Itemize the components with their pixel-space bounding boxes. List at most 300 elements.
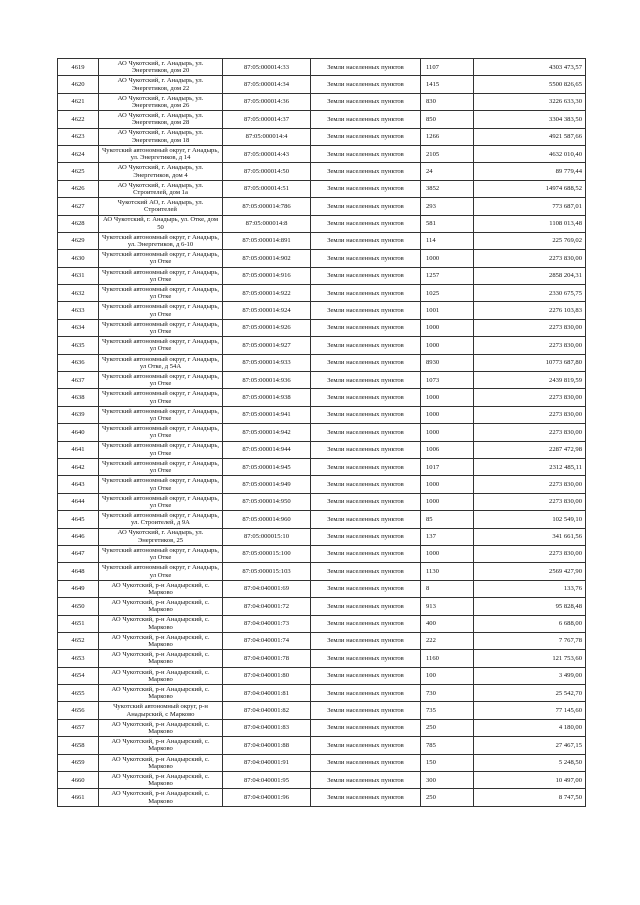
address-cell: Чукотский автономный округ, г Анадырь, ул Отке bbox=[99, 319, 223, 336]
cadastral-number-cell: 87:05:000014:942 bbox=[223, 424, 311, 441]
area-cell: 24 bbox=[421, 163, 474, 180]
cadastral-value-cell: 341 661,56 bbox=[474, 528, 586, 545]
area-cell: 1257 bbox=[421, 267, 474, 284]
table-row bbox=[58, 493, 586, 510]
area-cell: 222 bbox=[421, 632, 474, 649]
cadastral-number-cell: 87:05:000014:960 bbox=[223, 511, 311, 528]
row-number: 4661 bbox=[58, 789, 99, 806]
cadastral-value-cell: 2273 830,00 bbox=[474, 337, 586, 354]
cadastral-value-cell: 2276 103,83 bbox=[474, 302, 586, 319]
cadastral-value-cell: 1108 013,48 bbox=[474, 215, 586, 232]
address-cell: Чукотский автономный округ, г Анадырь, ул Отке bbox=[99, 250, 223, 267]
address-cell: АО Чукотский, р-н Анадырский, с. Марково bbox=[99, 598, 223, 615]
table-row bbox=[58, 302, 586, 319]
cadastral-value-cell: 3 499,00 bbox=[474, 667, 586, 684]
land-category-cell: Земли населенных пунктов bbox=[311, 632, 421, 649]
area-cell: 1025 bbox=[421, 285, 474, 302]
row-number: 4628 bbox=[58, 215, 99, 232]
address-cell: АО Чукотский, р-н Анадырский, с. Марково bbox=[99, 580, 223, 597]
land-category-cell: Земли населенных пунктов bbox=[311, 493, 421, 510]
row-number: 4640 bbox=[58, 424, 99, 441]
land-category-cell: Земли населенных пунктов bbox=[311, 424, 421, 441]
address-cell: АО Чукотский, р-н Анадырский, с. Марково bbox=[99, 789, 223, 806]
land-category-cell: Земли населенных пунктов bbox=[311, 59, 421, 76]
row-number: 4647 bbox=[58, 545, 99, 562]
table-row bbox=[58, 598, 586, 615]
table-row bbox=[58, 215, 586, 232]
row-number: 4649 bbox=[58, 580, 99, 597]
area-cell: 1266 bbox=[421, 128, 474, 145]
cadastral-value-cell: 2273 830,00 bbox=[474, 250, 586, 267]
cadastral-value-cell: 4303 473,57 bbox=[474, 59, 586, 76]
land-category-cell: Земли населенных пунктов bbox=[311, 93, 421, 110]
table-row bbox=[58, 232, 586, 249]
address-cell: Чукотский автономный округ, г Анадырь, ул. Энергетиков, д 14 bbox=[99, 145, 223, 162]
land-category-cell: Земли населенных пунктов bbox=[311, 458, 421, 475]
area-cell: 8930 bbox=[421, 354, 474, 371]
cadastral-value-cell: 4632 010,40 bbox=[474, 145, 586, 162]
cadastral-value-cell: 6 688,00 bbox=[474, 615, 586, 632]
cadastral-number-cell: 87:05:000014:926 bbox=[223, 319, 311, 336]
area-cell: 100 bbox=[421, 667, 474, 684]
cadastral-value-cell: 2330 675,75 bbox=[474, 285, 586, 302]
area-cell: 581 bbox=[421, 215, 474, 232]
row-number: 4635 bbox=[58, 337, 99, 354]
cadastral-value-cell: 4921 587,66 bbox=[474, 128, 586, 145]
cadastral-value-cell: 2273 830,00 bbox=[474, 424, 586, 441]
area-cell: 1160 bbox=[421, 650, 474, 667]
table-row bbox=[58, 93, 586, 110]
cadastral-number-cell: 87:05:000014:924 bbox=[223, 302, 311, 319]
cadastral-number-cell: 87:05:000014:34 bbox=[223, 76, 311, 93]
row-number: 4626 bbox=[58, 180, 99, 197]
row-number: 4624 bbox=[58, 145, 99, 162]
cadastral-value-cell: 25 542,70 bbox=[474, 685, 586, 702]
address-cell: Чукотский автономный округ, г Анадырь, ул Отке bbox=[99, 406, 223, 423]
address-cell: Чукотский автономный округ, г Анадырь, ул. Строителей, д 9А bbox=[99, 511, 223, 528]
row-number: 4644 bbox=[58, 493, 99, 510]
cadastral-value-cell: 773 687,01 bbox=[474, 198, 586, 215]
land-category-cell: Земли населенных пунктов bbox=[311, 76, 421, 93]
cadastral-number-cell: 87:05:000014:916 bbox=[223, 267, 311, 284]
address-cell: АО Чукотский, г. Анадырь, ул. Энергетиков, дом 18 bbox=[99, 128, 223, 145]
cadastral-value-cell: 133,76 bbox=[474, 580, 586, 597]
cadastral-number-cell: 87:05:000014:927 bbox=[223, 337, 311, 354]
table-row bbox=[58, 667, 586, 684]
area-cell: 250 bbox=[421, 719, 474, 736]
area-cell: 250 bbox=[421, 789, 474, 806]
cadastral-value-cell: 2273 830,00 bbox=[474, 406, 586, 423]
area-cell: 730 bbox=[421, 685, 474, 702]
address-cell: Чукотский автономный округ, г Анадырь, ул Отке, д 54А bbox=[99, 354, 223, 371]
area-cell: 1006 bbox=[421, 441, 474, 458]
table-row bbox=[58, 650, 586, 667]
table-row bbox=[58, 580, 586, 597]
area-cell: 1000 bbox=[421, 337, 474, 354]
area-cell: 1017 bbox=[421, 458, 474, 475]
cadastral-value-cell: 2273 830,00 bbox=[474, 319, 586, 336]
table-row bbox=[58, 337, 586, 354]
area-cell: 735 bbox=[421, 702, 474, 719]
row-number: 4650 bbox=[58, 598, 99, 615]
land-category-cell: Земли населенных пунктов bbox=[311, 163, 421, 180]
document-page bbox=[57, 58, 585, 807]
address-cell: АО Чукотский, р-н Анадырский, с. Марково bbox=[99, 719, 223, 736]
cadastral-number-cell: 87:04:040001:69 bbox=[223, 580, 311, 597]
land-category-cell: Земли населенных пунктов bbox=[311, 215, 421, 232]
row-number: 4634 bbox=[58, 319, 99, 336]
area-cell: 913 bbox=[421, 598, 474, 615]
cadastral-number-cell: 87:04:040001:96 bbox=[223, 789, 311, 806]
table-row bbox=[58, 789, 586, 806]
cadastral-number-cell: 87:04:040001:88 bbox=[223, 737, 311, 754]
table-row bbox=[58, 441, 586, 458]
land-category-cell: Земли населенных пунктов bbox=[311, 406, 421, 423]
table-row bbox=[58, 372, 586, 389]
table-row bbox=[58, 458, 586, 475]
area-cell: 300 bbox=[421, 772, 474, 789]
address-cell: АО Чукотский, г. Анадырь, ул. Энергетиков, дом 26 bbox=[99, 93, 223, 110]
cadastral-value-cell: 89 779,44 bbox=[474, 163, 586, 180]
row-number: 4632 bbox=[58, 285, 99, 302]
cadastral-value-cell: 225 769,02 bbox=[474, 232, 586, 249]
address-cell: АО Чукотский, г. Анадырь, ул. Энергетиков, дом 22 bbox=[99, 76, 223, 93]
area-cell: 1130 bbox=[421, 563, 474, 580]
land-category-cell: Земли населенных пунктов bbox=[311, 285, 421, 302]
cadastral-number-cell: 87:05:000014:949 bbox=[223, 476, 311, 493]
address-cell: Чукотский автономный округ, г Анадырь, ул Отке bbox=[99, 441, 223, 458]
row-number: 4630 bbox=[58, 250, 99, 267]
area-cell: 400 bbox=[421, 615, 474, 632]
address-cell: Чукотский автономный округ, г Анадырь, ул Отке bbox=[99, 493, 223, 510]
cadastral-number-cell: 87:04:040001:82 bbox=[223, 702, 311, 719]
area-cell: 3852 bbox=[421, 180, 474, 197]
address-cell: АО Чукотский, г. Анадырь, ул. Отке, дом 50 bbox=[99, 215, 223, 232]
row-number: 4657 bbox=[58, 719, 99, 736]
row-number: 4621 bbox=[58, 93, 99, 110]
land-category-cell: Земли населенных пунктов bbox=[311, 267, 421, 284]
area-cell: 785 bbox=[421, 737, 474, 754]
address-cell: Чукотский АО, г. Анадырь, ул. Строителей bbox=[99, 198, 223, 215]
cadastral-value-cell: 2287 472,98 bbox=[474, 441, 586, 458]
area-cell: 1000 bbox=[421, 424, 474, 441]
cadastral-value-cell: 102 549,10 bbox=[474, 511, 586, 528]
table-row bbox=[58, 354, 586, 371]
address-cell: АО Чукотский, г. Анадырь, ул. Энергетиков, дом 28 bbox=[99, 111, 223, 128]
land-category-cell: Земли населенных пунктов bbox=[311, 302, 421, 319]
address-cell: Чукотский автономный округ, р-н Анадырский, с Марково bbox=[99, 702, 223, 719]
land-category-cell: Земли населенных пунктов bbox=[311, 615, 421, 632]
land-category-cell: Земли населенных пунктов bbox=[311, 528, 421, 545]
land-category-cell: Земли населенных пунктов bbox=[311, 337, 421, 354]
land-category-cell: Земли населенных пунктов bbox=[311, 389, 421, 406]
cadastral-number-cell: 87:05:000014:33 bbox=[223, 59, 311, 76]
area-cell: 8 bbox=[421, 580, 474, 597]
land-category-cell: Земли населенных пунктов bbox=[311, 563, 421, 580]
land-category-cell: Земли населенных пунктов bbox=[311, 789, 421, 806]
cadastral-value-cell: 5 248,50 bbox=[474, 754, 586, 771]
area-cell: 830 bbox=[421, 93, 474, 110]
cadastral-number-cell: 87:04:040001:78 bbox=[223, 650, 311, 667]
table-row bbox=[58, 772, 586, 789]
cadastral-value-cell: 2858 204,31 bbox=[474, 267, 586, 284]
cadastral-number-cell: 87:05:000014:902 bbox=[223, 250, 311, 267]
cadastral-number-cell: 87:05:000014:938 bbox=[223, 389, 311, 406]
cadastral-number-cell: 87:04:040001:83 bbox=[223, 719, 311, 736]
cadastral-number-cell: 87:05:000014:933 bbox=[223, 354, 311, 371]
row-number: 4648 bbox=[58, 563, 99, 580]
cadastral-number-cell: 87:05:000014:4 bbox=[223, 128, 311, 145]
row-number: 4641 bbox=[58, 441, 99, 458]
area-cell: 1000 bbox=[421, 545, 474, 562]
row-number: 4623 bbox=[58, 128, 99, 145]
table-row bbox=[58, 632, 586, 649]
table-row bbox=[58, 545, 586, 562]
area-cell: 1000 bbox=[421, 476, 474, 493]
land-category-cell: Земли населенных пунктов bbox=[311, 598, 421, 615]
cadastral-value-cell: 95 828,48 bbox=[474, 598, 586, 615]
land-category-cell: Земли населенных пунктов bbox=[311, 180, 421, 197]
address-cell: Чукотский автономный округ, г Анадырь, ул Отке bbox=[99, 372, 223, 389]
area-cell: 850 bbox=[421, 111, 474, 128]
cadastral-value-cell: 77 145,60 bbox=[474, 702, 586, 719]
area-cell: 1000 bbox=[421, 319, 474, 336]
cadastral-value-cell: 121 753,60 bbox=[474, 650, 586, 667]
table-row bbox=[58, 198, 586, 215]
address-cell: Чукотский автономный округ, г Анадырь, ул Отке bbox=[99, 563, 223, 580]
area-cell: 1001 bbox=[421, 302, 474, 319]
cadastral-value-cell: 2273 830,00 bbox=[474, 545, 586, 562]
row-number: 4655 bbox=[58, 685, 99, 702]
table-row bbox=[58, 180, 586, 197]
land-category-cell: Земли населенных пунктов bbox=[311, 111, 421, 128]
address-cell: АО Чукотский, р-н Анадырский, с. Марково bbox=[99, 772, 223, 789]
area-cell: 1107 bbox=[421, 59, 474, 76]
table-row bbox=[58, 319, 586, 336]
cadastral-number-cell: 87:05:000014:936 bbox=[223, 372, 311, 389]
cadastral-value-cell: 10773 687,80 bbox=[474, 354, 586, 371]
row-number: 4620 bbox=[58, 76, 99, 93]
cadastral-number-cell: 87:05:000014:922 bbox=[223, 285, 311, 302]
area-cell: 150 bbox=[421, 754, 474, 771]
cadastral-number-cell: 87:05:000014:944 bbox=[223, 441, 311, 458]
table-row bbox=[58, 145, 586, 162]
area-cell: 114 bbox=[421, 232, 474, 249]
cadastral-number-cell: 87:05:000015:100 bbox=[223, 545, 311, 562]
row-number: 4631 bbox=[58, 267, 99, 284]
cadastral-number-cell: 87:05:000015:103 bbox=[223, 563, 311, 580]
land-category-cell: Земли населенных пунктов bbox=[311, 511, 421, 528]
land-plots-table bbox=[57, 58, 586, 807]
land-category-cell: Земли населенных пунктов bbox=[311, 476, 421, 493]
row-number: 4643 bbox=[58, 476, 99, 493]
area-cell: 293 bbox=[421, 198, 474, 215]
row-number: 4660 bbox=[58, 772, 99, 789]
land-category-cell: Земли населенных пунктов bbox=[311, 737, 421, 754]
land-category-cell: Земли населенных пунктов bbox=[311, 667, 421, 684]
address-cell: Чукотский автономный округ, г Анадырь, ул Отке bbox=[99, 389, 223, 406]
address-cell: АО Чукотский, р-н Анадырский, с. Марково bbox=[99, 632, 223, 649]
address-cell: АО Чукотский, г. Анадырь, ул. Энергетиков, дом 4 bbox=[99, 163, 223, 180]
table-row bbox=[58, 615, 586, 632]
table-row bbox=[58, 389, 586, 406]
cadastral-value-cell: 8 747,50 bbox=[474, 789, 586, 806]
land-category-cell: Земли населенных пунктов bbox=[311, 354, 421, 371]
table-row bbox=[58, 267, 586, 284]
cadastral-value-cell: 2273 830,00 bbox=[474, 476, 586, 493]
cadastral-number-cell: 87:05:000014:945 bbox=[223, 458, 311, 475]
cadastral-number-cell: 87:05:000014:950 bbox=[223, 493, 311, 510]
land-category-cell: Земли населенных пунктов bbox=[311, 145, 421, 162]
table-row bbox=[58, 702, 586, 719]
row-number: 4656 bbox=[58, 702, 99, 719]
cadastral-number-cell: 87:05:000014:891 bbox=[223, 232, 311, 249]
address-cell: АО Чукотский, г. Анадырь, ул. Энергетиков, 25 bbox=[99, 528, 223, 545]
address-cell: АО Чукотский, г. Анадырь, ул. Энергетиков, дом 20 bbox=[99, 59, 223, 76]
land-category-cell: Земли населенных пунктов bbox=[311, 372, 421, 389]
cadastral-value-cell: 2273 830,00 bbox=[474, 389, 586, 406]
cadastral-value-cell: 10 497,00 bbox=[474, 772, 586, 789]
land-category-cell: Земли населенных пунктов bbox=[311, 772, 421, 789]
area-cell: 85 bbox=[421, 511, 474, 528]
cadastral-number-cell: 87:05:000014:36 bbox=[223, 93, 311, 110]
cadastral-value-cell: 3226 633,30 bbox=[474, 93, 586, 110]
table-row bbox=[58, 76, 586, 93]
row-number: 4642 bbox=[58, 458, 99, 475]
cadastral-number-cell: 87:04:040001:72 bbox=[223, 598, 311, 615]
table-row bbox=[58, 250, 586, 267]
land-category-cell: Земли населенных пунктов bbox=[311, 580, 421, 597]
table-row bbox=[58, 59, 586, 76]
land-category-cell: Земли населенных пунктов bbox=[311, 719, 421, 736]
area-cell: 1000 bbox=[421, 406, 474, 423]
address-cell: АО Чукотский, р-н Анадырский, с. Марково bbox=[99, 667, 223, 684]
cadastral-number-cell: 87:05:000014:8 bbox=[223, 215, 311, 232]
address-cell: АО Чукотский, р-н Анадырский, с. Марково bbox=[99, 650, 223, 667]
area-cell: 137 bbox=[421, 528, 474, 545]
land-category-cell: Земли населенных пунктов bbox=[311, 319, 421, 336]
area-cell: 1000 bbox=[421, 493, 474, 510]
table-row bbox=[58, 128, 586, 145]
row-number: 4636 bbox=[58, 354, 99, 371]
cadastral-value-cell: 27 467,15 bbox=[474, 737, 586, 754]
cadastral-value-cell: 2439 819,59 bbox=[474, 372, 586, 389]
table-row bbox=[58, 163, 586, 180]
table-row bbox=[58, 737, 586, 754]
cadastral-number-cell: 87:05:000014:786 bbox=[223, 198, 311, 215]
row-number: 4629 bbox=[58, 232, 99, 249]
row-number: 4619 bbox=[58, 59, 99, 76]
land-category-cell: Земли населенных пунктов bbox=[311, 441, 421, 458]
address-cell: Чукотский автономный округ, г Анадырь, ул Отке bbox=[99, 302, 223, 319]
land-category-cell: Земли населенных пунктов bbox=[311, 702, 421, 719]
cadastral-number-cell: 87:04:040001:73 bbox=[223, 615, 311, 632]
cadastral-number-cell: 87:04:040001:81 bbox=[223, 685, 311, 702]
area-cell: 1000 bbox=[421, 389, 474, 406]
land-category-cell: Земли населенных пунктов bbox=[311, 128, 421, 145]
table-row bbox=[58, 528, 586, 545]
cadastral-number-cell: 87:05:000014:51 bbox=[223, 180, 311, 197]
cadastral-number-cell: 87:04:040001:91 bbox=[223, 754, 311, 771]
land-category-cell: Земли населенных пунктов bbox=[311, 232, 421, 249]
table-row bbox=[58, 563, 586, 580]
cadastral-value-cell: 14974 688,52 bbox=[474, 180, 586, 197]
address-cell: АО Чукотский, р-н Анадырский, с. Марково bbox=[99, 685, 223, 702]
address-cell: Чукотский автономный округ, г Анадырь, ул Отке bbox=[99, 267, 223, 284]
cadastral-value-cell: 2569 427,90 bbox=[474, 563, 586, 580]
address-cell: АО Чукотский, г. Анадырь, ул. Строителей, дом 1а bbox=[99, 180, 223, 197]
table-row bbox=[58, 285, 586, 302]
address-cell: Чукотский автономный округ, г Анадырь, ул Отке bbox=[99, 458, 223, 475]
table-row bbox=[58, 406, 586, 423]
row-number: 4654 bbox=[58, 667, 99, 684]
address-cell: АО Чукотский, р-н Анадырский, с. Марково bbox=[99, 754, 223, 771]
row-number: 4658 bbox=[58, 737, 99, 754]
land-category-cell: Земли населенных пунктов bbox=[311, 545, 421, 562]
row-number: 4625 bbox=[58, 163, 99, 180]
row-number: 4638 bbox=[58, 389, 99, 406]
cadastral-number-cell: 87:05:000014:43 bbox=[223, 145, 311, 162]
land-category-cell: Земли населенных пунктов bbox=[311, 198, 421, 215]
cadastral-value-cell: 2312 485,11 bbox=[474, 458, 586, 475]
row-number: 4659 bbox=[58, 754, 99, 771]
address-cell: Чукотский автономный округ, г Анадырь, ул. Энергетиков, д 6-10 bbox=[99, 232, 223, 249]
row-number: 4633 bbox=[58, 302, 99, 319]
row-number: 4627 bbox=[58, 198, 99, 215]
table-row bbox=[58, 511, 586, 528]
cadastral-value-cell: 5500 826,65 bbox=[474, 76, 586, 93]
cadastral-number-cell: 87:05:000014:37 bbox=[223, 111, 311, 128]
area-cell: 1073 bbox=[421, 372, 474, 389]
cadastral-number-cell: 87:05:000014:941 bbox=[223, 406, 311, 423]
table-row bbox=[58, 719, 586, 736]
land-category-cell: Земли населенных пунктов bbox=[311, 650, 421, 667]
address-cell: АО Чукотский, р-н Анадырский, с. Марково bbox=[99, 737, 223, 754]
table-row bbox=[58, 476, 586, 493]
cadastral-number-cell: 87:04:040001:74 bbox=[223, 632, 311, 649]
address-cell: Чукотский автономный округ, г Анадырь, ул Отке bbox=[99, 424, 223, 441]
land-category-cell: Земли населенных пунктов bbox=[311, 250, 421, 267]
row-number: 4637 bbox=[58, 372, 99, 389]
land-category-cell: Земли населенных пунктов bbox=[311, 685, 421, 702]
land-category-cell: Земли населенных пунктов bbox=[311, 754, 421, 771]
row-number: 4652 bbox=[58, 632, 99, 649]
row-number: 4639 bbox=[58, 406, 99, 423]
row-number: 4651 bbox=[58, 615, 99, 632]
cadastral-number-cell: 87:04:040001:95 bbox=[223, 772, 311, 789]
area-cell: 1000 bbox=[421, 250, 474, 267]
address-cell: АО Чукотский, р-н Анадырский, с. Марково bbox=[99, 615, 223, 632]
cadastral-number-cell: 87:05:000015:10 bbox=[223, 528, 311, 545]
row-number: 4622 bbox=[58, 111, 99, 128]
cadastral-number-cell: 87:05:000014:50 bbox=[223, 163, 311, 180]
address-cell: Чукотский автономный округ, г Анадырь, ул Отке bbox=[99, 285, 223, 302]
cadastral-value-cell: 4 180,00 bbox=[474, 719, 586, 736]
cadastral-value-cell: 7 767,78 bbox=[474, 632, 586, 649]
row-number: 4645 bbox=[58, 511, 99, 528]
table-row bbox=[58, 111, 586, 128]
table-row bbox=[58, 424, 586, 441]
address-cell: Чукотский автономный округ, г Анадырь, ул Отке bbox=[99, 337, 223, 354]
row-number: 4646 bbox=[58, 528, 99, 545]
table-row bbox=[58, 685, 586, 702]
table-row bbox=[58, 754, 586, 771]
table-body bbox=[58, 59, 586, 807]
cadastral-value-cell: 2273 830,00 bbox=[474, 493, 586, 510]
area-cell: 2105 bbox=[421, 145, 474, 162]
area-cell: 1415 bbox=[421, 76, 474, 93]
row-number: 4653 bbox=[58, 650, 99, 667]
